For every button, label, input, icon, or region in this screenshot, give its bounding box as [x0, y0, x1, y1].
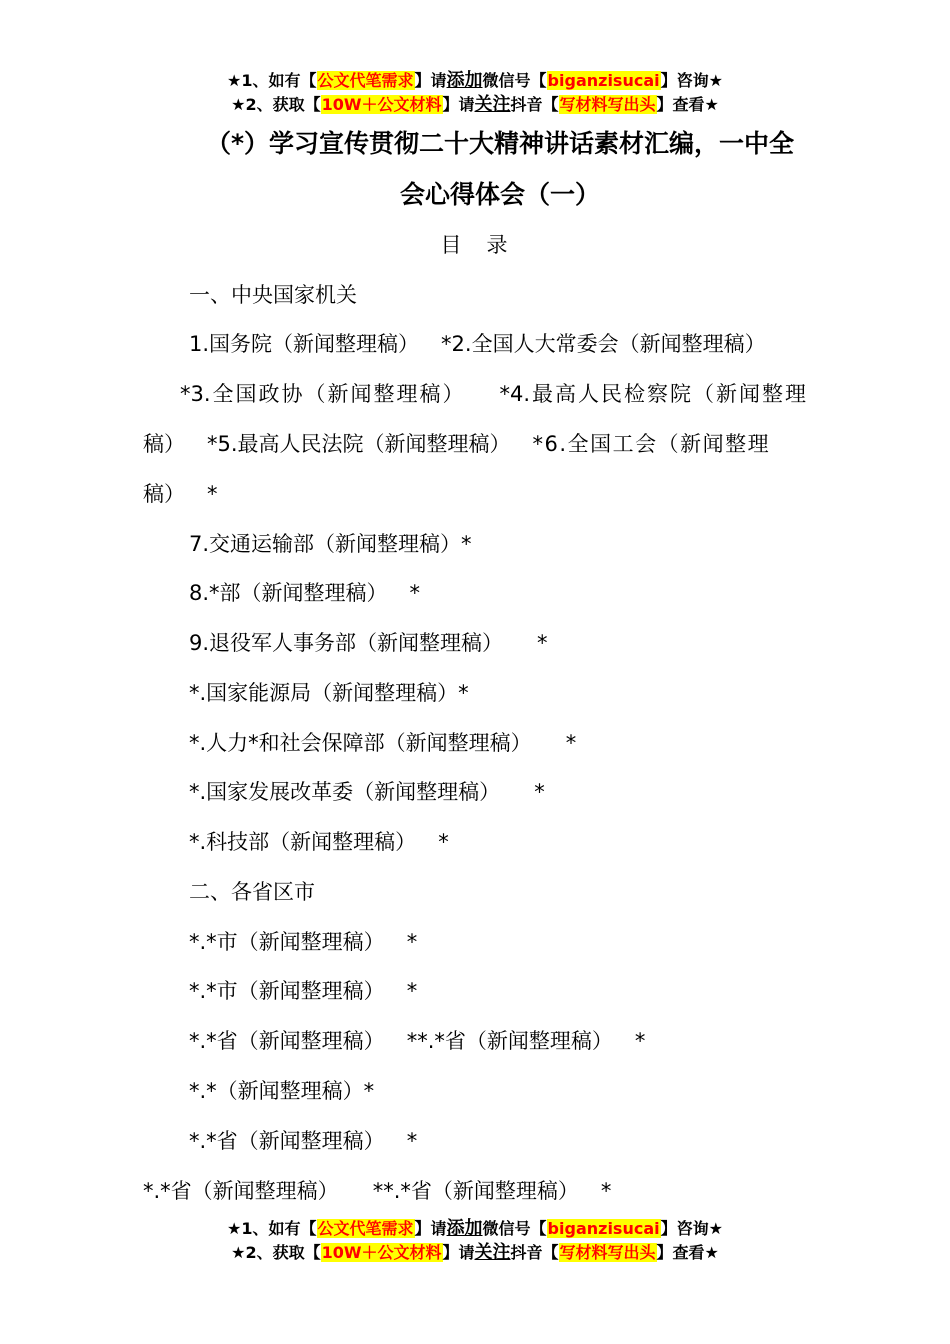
- promo-banner-footer-line-2: [0, 1242, 950, 1264]
- banner-text: ★2、获取【: [231, 1243, 321, 1262]
- toc-entry-text: 1.国务院（新闻整理稿）: [189, 332, 420, 356]
- toc-entry-star: *: [600, 1179, 612, 1203]
- toc-entry-text: *.科技部（新闻整理稿）: [189, 830, 417, 854]
- banner-text: 】请: [414, 71, 447, 90]
- toc-entry-text: *.*省（新闻整理稿）: [189, 1129, 385, 1153]
- toc-entry-text: *2.全国人大常委会（新闻整理稿）: [441, 332, 766, 356]
- toc-entry-text: 9.退役军人事务部（新闻整理稿）: [189, 631, 504, 655]
- toc-entry-text: *5.最高人民法院（新闻整理稿）: [207, 432, 511, 456]
- toc-entry-text: **.*省（新闻整理稿）: [372, 1179, 579, 1203]
- toc-heading: 目 录: [440, 233, 510, 257]
- banner-text: 】请: [442, 95, 475, 114]
- banner-underline: 添加: [446, 1218, 483, 1239]
- banner-underline: 关注: [474, 1242, 511, 1263]
- banner-douyin-id: 写材料写出头: [559, 1243, 656, 1262]
- banner-underline: 添加: [446, 70, 483, 91]
- toc-entry: [143, 1178, 611, 1204]
- toc-entry-text: 稿）: [143, 432, 185, 456]
- toc-entry: [189, 730, 576, 756]
- toc-entry-star: *: [537, 631, 548, 655]
- toc-entry: [189, 978, 417, 1004]
- toc-entry: [189, 1028, 645, 1054]
- toc-entry-text: *.*省（新闻整理稿）: [189, 1029, 385, 1053]
- toc-entry: [189, 829, 449, 855]
- toc-entry-star: *: [406, 1129, 418, 1153]
- toc-entry-text: *.*市（新闻整理稿）: [189, 930, 385, 954]
- toc-entry-star: *: [409, 581, 421, 605]
- banner-highlight: 公文代笔需求: [317, 1219, 414, 1238]
- toc-entry: [189, 580, 420, 606]
- banner-text: 】查看★: [656, 1243, 719, 1262]
- banner-highlight: 10W＋公文材料: [321, 1243, 442, 1262]
- section-heading-central: 一、中央国家机关: [189, 283, 357, 307]
- banner-highlight: 10W＋公文材料: [321, 95, 442, 114]
- promo-banner-line-1: [0, 70, 950, 92]
- toc-entry-text: *3.全国政协（新闻整理稿）: [180, 382, 466, 406]
- toc-entry-text: *.人力*和社会保障部（新闻整理稿）: [189, 731, 532, 755]
- toc-entry-star: *: [534, 780, 545, 804]
- toc-entry-star: *: [406, 930, 418, 954]
- banner-text: 】请: [414, 1219, 447, 1238]
- toc-entry: *.国家能源局（新闻整理稿）*: [189, 681, 469, 705]
- toc-entry-star: *: [565, 731, 577, 755]
- toc-entry: *.*（新闻整理稿）*: [189, 1079, 375, 1103]
- banner-text: 】请: [442, 1243, 475, 1262]
- banner-text: 抖音【: [510, 95, 559, 114]
- banner-text: 微信号【: [482, 71, 547, 90]
- banner-text: ★1、如有【: [227, 71, 317, 90]
- section-heading-provinces: 二、各省区市: [189, 880, 315, 904]
- document-title-line-1: （*）学习宣传贯彻二十大精神讲话素材汇编，一中全: [205, 129, 795, 158]
- banner-highlight: 公文代笔需求: [317, 71, 414, 90]
- toc-entry: [189, 929, 417, 955]
- toc-entry: [189, 630, 548, 656]
- document-title-line-2: 会心得体会（一）: [399, 180, 600, 209]
- toc-entry-star: *: [438, 830, 449, 854]
- toc-entry: [189, 779, 545, 805]
- toc-entry-text: *.*市（新闻整理稿）: [189, 979, 385, 1003]
- toc-entry: 7.交通运输部（新闻整理稿）*: [189, 532, 472, 556]
- promo-banner-line-2: [0, 94, 950, 116]
- toc-entry-text: *6.全国工会（新闻整理: [532, 432, 771, 456]
- toc-entry: [143, 481, 218, 507]
- toc-entry-star: *: [634, 1029, 646, 1053]
- banner-text: 抖音【: [510, 1243, 559, 1262]
- banner-text: 】咨询★: [660, 71, 723, 90]
- toc-entry-text: *.*省（新闻整理稿）: [143, 1179, 339, 1203]
- banner-wechat-id: biganzisucai: [547, 1219, 660, 1238]
- banner-text: 微信号【: [482, 1219, 547, 1238]
- toc-entry: [180, 381, 806, 407]
- toc-entry-star: *: [207, 482, 218, 506]
- banner-text: 】咨询★: [660, 1219, 723, 1238]
- banner-text: ★1、如有【: [227, 1219, 317, 1238]
- toc-entry-text: 8.*部（新闻整理稿）: [189, 581, 388, 605]
- banner-douyin-id: 写材料写出头: [559, 95, 656, 114]
- toc-entry: [189, 331, 766, 357]
- toc-entry: [189, 1128, 417, 1154]
- toc-entry-text: **.*省（新闻整理稿）: [406, 1029, 613, 1053]
- toc-entry: [143, 431, 806, 457]
- banner-text: ★2、获取【: [231, 95, 321, 114]
- toc-entry-text: 稿）: [143, 482, 185, 506]
- promo-banner-footer-line-1: [0, 1218, 950, 1240]
- toc-entry-text: *.国家发展改革委（新闻整理稿）: [189, 780, 501, 804]
- toc-entry-star: *: [406, 979, 418, 1003]
- banner-underline: 关注: [474, 94, 511, 115]
- toc-entry-text: *4.最高人民检察院（新闻整理: [499, 382, 806, 406]
- banner-wechat-id: biganzisucai: [547, 71, 660, 90]
- banner-text: 】查看★: [656, 95, 719, 114]
